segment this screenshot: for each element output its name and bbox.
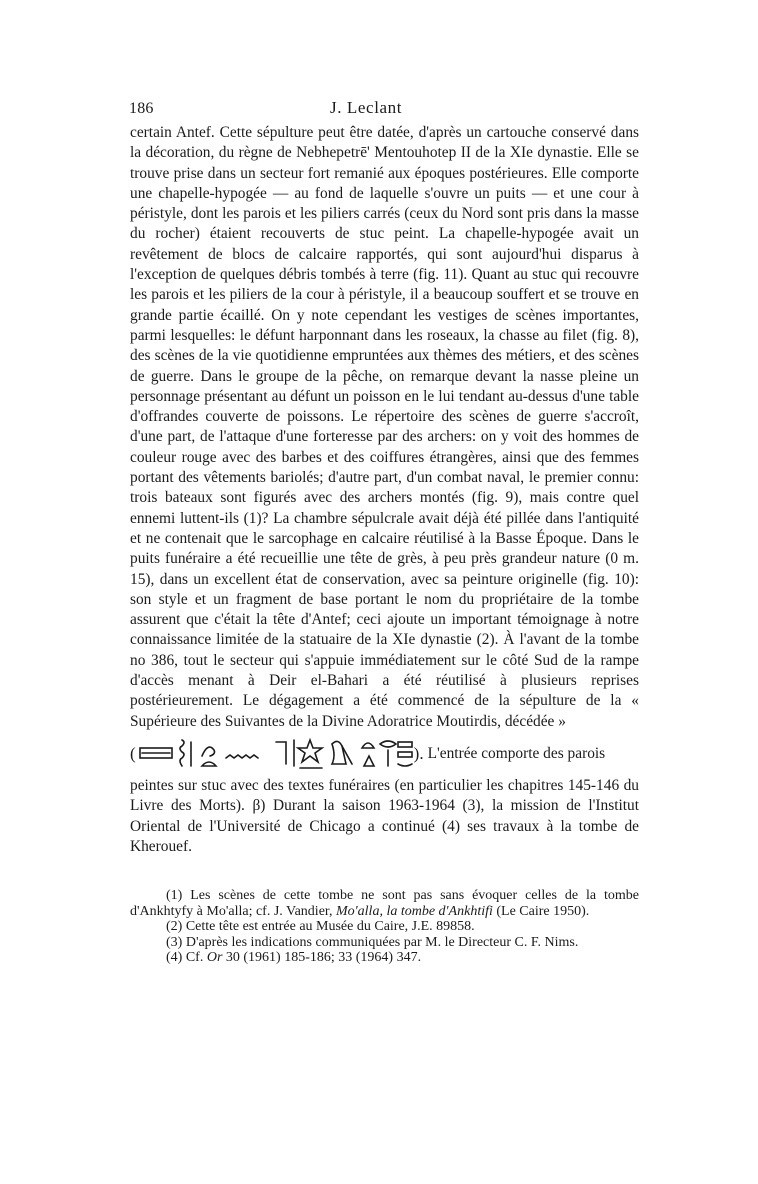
hieroglyph-line <box>130 732 639 776</box>
footnote-text: D'après les indications communiquées par M. le Directeur C. F. Nims. <box>185 934 579 950</box>
hieroglyph-following-text: L'entrée comporte des parois <box>427 744 606 762</box>
footnote-marker: (4) <box>166 950 183 965</box>
hieroglyph-open-paren: ( <box>130 743 136 763</box>
footnote-1 <box>130 888 639 919</box>
footnote-text: Les scènes de cette tombe ne sont pas sans évoquer celles de la tombe d'Ankhtyfy à Mo'alla; cf. J. Vandier, <box>130 888 639 919</box>
body-text <box>130 123 639 857</box>
page-number: 186 <box>129 100 154 117</box>
paragraph-main: certain Antef. Cette sépulture peut être datée, d'après un cartouche conservé dans la décoration, du règne de Nebhepetrē' Mentouhotep II de la XIe dynastie. Elle se trouve prise dans un secteur fort remanié aux époques postérieures. Elle comporte une chapelle-hypogée — au fond de laquelle s'ouvre un puits — et une cour à péristyle, dont les parois et les piliers carrés (ceux du Nord sont pris dans la masse du rocher) étaient recouverts de stuc peint. La chapelle-hypogée avait un revêtement de blocs de calcaire rapportés, qui sont aujourd'hui disparus à l'exception de quelques débris tombés à terre (fig. 11). Quant au stuc qui recouvre les parois et les piliers de la cour à péristyle, il a beaucoup souffert et se trouve en grande partie écaillé. On y note cependant les vestiges de scènes importantes, parmi lesquelles: le défunt harponnant dans les roseaux, la chasse au filet (fig. 8), des scènes de la vie quotidienne empruntées aux thèmes des métiers, et des scènes de guerre. Dans le groupe de la pêche, on remarque devant la nasse pleine un personnage présentant au défunt un poisson en le lui tendant au-dessus d'une table d'offrandes couverte de poissons. Le répertoire des scènes de guerre s'accroît, d'une part, de l'attaque d'une forteresse par des archers: on y voit des hommes de couleur rouge avec des barbes et des coiffures étrangères, ainsi que des femmes portant des vêtements bariolés; d'autre part, d'un combat naval, le premier connu: trois bateaux sont figurés avec des archers montés (fig. 9), mais contre quel ennemi luttent-ils (1)? La chambre sépulcrale avait déjà été pillée dans l'antiquité et ne contenait que le sarcophage en calcaire réutilisé à la Basse Époque. Dans le puits funéraire a été recueillie une tête de grès, à peu près grandeur nature (0 m. 15), dans un excellent état de conservation, avec sa peinture originelle (fig. 10): son style et un fragment de base portant le nom du propriétaire de la tombe assurent que c'était la tête d'Antef; ceci ajoute un important témoignage à notre connaissance limitée de la statuaire de la XIe dynastie (2). À l'avant de la tombe no 386, tout le secteur qui s'appuie immédiatement sur le côté Sud de la rampe d'accès menant à Deir el-Bahari a été réutilisé à plusieurs reprises postérieurement. Le dégagement a été commencé de la sépulture de la « Supérieure des Suivantes de la Divine Adoratrice Moutirdis, décédée » <box>130 124 639 730</box>
footnote-4 <box>130 950 639 966</box>
running-head-author: J. Leclant <box>330 98 403 117</box>
footnote-text: Cette tête est entrée au Musée du Caire, J.E. 89858. <box>185 919 475 934</box>
footnote-marker: (1) <box>166 888 183 903</box>
footnote-italic: Mo'alla, la tombe d'Ankhtifi <box>336 903 493 919</box>
footnote-text-after: (Le Caire 1950). <box>492 903 590 919</box>
footnote-text-after: 30 (1961) 185-186; 33 (1964) 347. <box>222 950 422 965</box>
footnote-2 <box>130 919 639 935</box>
hieroglyph-inscription-image <box>136 736 414 772</box>
hieroglyph-close-paren: ). <box>413 743 424 763</box>
footnote-marker: (2) <box>166 919 183 934</box>
footnote-italic: Or <box>206 950 223 965</box>
footnote-marker: (3) <box>166 934 183 950</box>
footnotes <box>130 888 639 966</box>
paragraph-continuation: peintes sur stuc avec des textes funéraires (en particulier les chapitres 145-146 du Livre des Morts). β) Durant la saison 1963-1964 (3), la mission de l'Institut Oriental de l'Université de Chicago a continué (4) ses travaux à la tombe de Kherouef. <box>130 776 639 855</box>
footnote-3 <box>130 935 639 951</box>
footnote-text: Cf. <box>185 950 207 965</box>
